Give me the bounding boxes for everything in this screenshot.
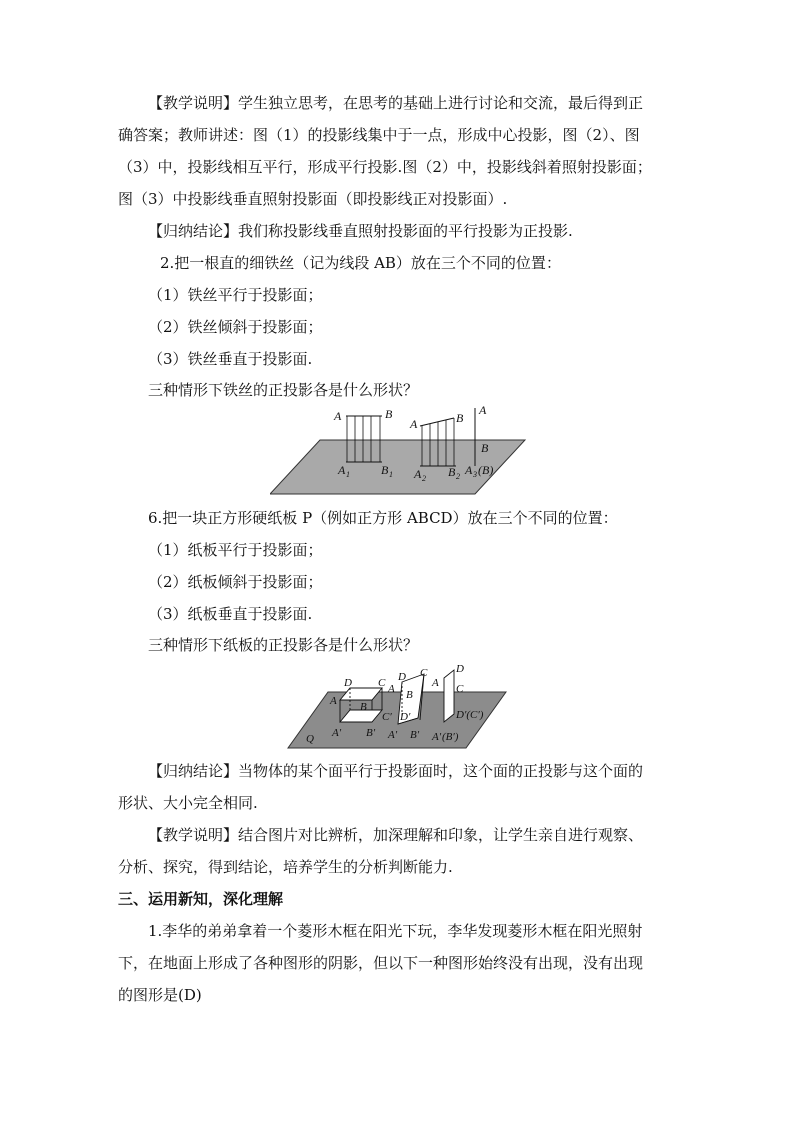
wire-projection-figure: [270, 400, 530, 500]
label-a: A: [334, 409, 342, 423]
label-a: A: [410, 417, 418, 431]
paragraph-line: 1.李华的弟弟拿着一个菱形木框在阳光下玩，李华发现菱形木框在阳光照射: [148, 922, 643, 940]
paragraph-line: 【归纳结论】我们称投影线垂直照射投影面的平行投影为正投影.: [148, 222, 573, 240]
label-b2: B: [448, 465, 456, 479]
label-b: B: [481, 441, 489, 455]
label-a3: A: [465, 463, 473, 477]
label-a2-sub: 2: [422, 474, 426, 483]
paragraph-line: 确答案；教师讲述：图（1）的投影线集中于一点，形成中心投影，图（2）、图: [118, 126, 640, 144]
paragraph-line: 三种情形下铁丝的正投影各是什么形状？: [148, 381, 419, 399]
label-a2: A: [414, 467, 422, 481]
label-a: A: [432, 677, 439, 689]
label-a1-sub: 1: [346, 470, 350, 479]
label-b-prime: B′: [366, 727, 376, 739]
label-b1: B: [381, 463, 389, 477]
paragraph-line: （3）中，投影线相互平行，形成平行投影.图（2）中，投影线斜着照射投影面；: [118, 158, 652, 176]
label-b-prime-paren: (B′): [442, 731, 459, 743]
label-q: Q: [306, 733, 314, 745]
label-b1-sub: 1: [389, 470, 393, 479]
label-b: B: [456, 411, 464, 425]
label-d-prime-c-prime: D′(C′): [456, 709, 484, 721]
label-b: B: [360, 701, 367, 713]
label-b: B: [385, 407, 393, 421]
label-a: A: [330, 695, 337, 707]
paragraph-line: 【教学说明】结合图片对比辨析，加深理解和印象，让学生亲自进行观察、: [148, 826, 644, 844]
label-c: C: [378, 677, 386, 689]
label-b-prime: B′: [410, 729, 420, 741]
list-item: （2）纸板倾斜于投影面；: [148, 573, 323, 591]
label-b: B: [406, 689, 413, 701]
paragraph-line: 【归纳结论】当物体的某个面平行于投影面时，这个面的正投影与这个面的: [148, 762, 644, 780]
label-a3-sub: 3: [473, 470, 477, 479]
paragraph-line: 形状、大小完全相同.: [118, 794, 258, 812]
list-item: （1）铁丝平行于投影面；: [148, 286, 323, 304]
paragraph-line: 【教学说明】学生独立思考，在思考的基础上进行讨论和交流，最后得到正: [148, 94, 644, 112]
label-a: A: [479, 403, 487, 417]
label-a3-tail: (B): [478, 463, 494, 477]
label-a: A: [388, 683, 395, 695]
list-item: （2）铁丝倾斜于投影面；: [148, 318, 323, 336]
label-a1: A: [338, 463, 346, 477]
paragraph-line: 的图形是(D): [118, 986, 202, 1004]
paragraph-line: 2.把一根直的细铁丝（记为线段 AB）放在三个不同的位置：: [160, 254, 561, 272]
cardboard-projection-figure: [286, 656, 508, 752]
list-item: （1）纸板平行于投影面；: [148, 541, 323, 559]
wire-ab-inclined: [420, 418, 454, 426]
label-a-prime: A′: [332, 727, 342, 739]
paragraph-line: 分析、探究，得到结论，培养学生的分析判断能力.: [118, 858, 453, 876]
section-heading: 三、运用新知，深化理解: [118, 890, 284, 908]
label-a-prime: A′: [388, 729, 398, 741]
label-b2-sub: 2: [456, 472, 460, 481]
label-d: D: [398, 671, 406, 683]
list-item: （3）铁丝垂直于投影面.: [148, 350, 313, 368]
label-d-prime: D′: [400, 711, 411, 723]
label-d: D: [344, 677, 352, 689]
label-d: D: [456, 663, 464, 675]
list-item: （3）纸板垂直于投影面.: [148, 605, 313, 623]
paragraph-line: 三种情形下纸板的正投影各是什么形状？: [148, 636, 419, 654]
paragraph-line: 图（3）中投影线垂直照射投影面（即投影线正对投影面）.: [118, 190, 508, 208]
label-c: C: [420, 667, 428, 679]
paragraph-line: 下，在地面上形成了各种图形的阴影，但以下一种图形始终没有出现，没有出现: [118, 954, 644, 972]
paragraph-line: 6.把一块正方形硬纸板 P（例如正方形 ABCD）放在三个不同的位置：: [148, 509, 618, 527]
label-c-prime: C′: [382, 711, 392, 723]
square-abcd-vertical: [444, 670, 454, 722]
label-c: C: [456, 683, 464, 695]
label-a-prime: A′: [432, 731, 442, 743]
